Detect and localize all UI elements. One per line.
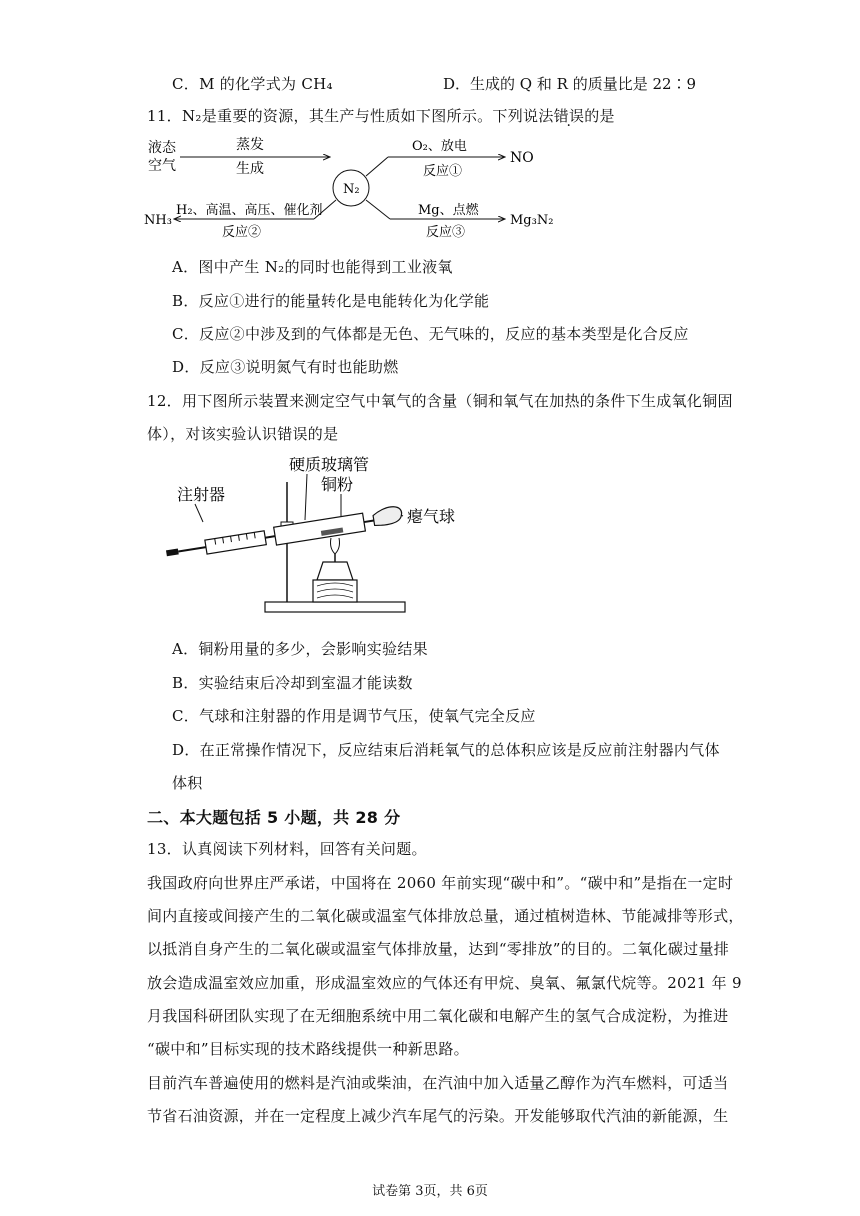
q11-option-d: D．反应③说明氮气有时也能助燃 [172,358,399,376]
section-2-heading: 二、本大题包括 5 小题，共 28 分 [147,808,401,827]
q11-option-b: B．反应①进行的能量转化是电能转化为化学能 [172,292,490,310]
r1-product: NO [510,150,534,166]
r1-label: 反应① [423,164,463,179]
diagram-center: N₂ [343,182,360,197]
q11-stem [147,105,615,126]
q13-p1-line: 我国政府向世界庄严承诺，中国将在 2060 年前实现“碳中和”。“碳中和”是指在一定时 [147,874,734,892]
q13-p1-line: “碳中和”目标实现的技术路线提供一种新思路。 [147,1040,469,1058]
q13-p2-line: 节省石油资源，并在一定程度上减少汽车尾气的污染。开发能够取代汽油的新能源，生 [147,1107,729,1125]
r3-product: Mg₃N₂ [510,213,554,228]
q10-option-d: D．生成的 Q 和 R 的质量比是 22∶9 [443,75,697,93]
q13-p1-line: 放会造成温室效应加重，形成温室效应的气体还有甲烷、臭氧、氟氯代烷等。2021 年 9 [147,974,742,992]
r3-label: 反应③ [426,225,466,240]
q11-option-c: C．反应②中涉及到的气体都是无色、无气味的，反应的基本类型是化合反应 [172,325,689,343]
q12-option-c: C．气球和注射器的作用是调节气压，使氧气完全反应 [172,707,536,725]
q11-option-a: A．图中产生 N₂的同时也能得到工业液氧 [172,258,453,276]
plunger-handle [166,549,179,557]
q10-option-c: C．M 的化学式为 CH₄ [172,75,333,93]
label-copper: 铜粉 [321,475,354,494]
r1-condition: O₂、放电 [412,139,467,154]
q12-option-a: A．铜粉用量的多少，会影响实验结果 [172,640,428,658]
q12-stem-line-2: 体），对该实验认识错误的是 [147,425,339,443]
q13-p1-line: 间内直接或间接产生的二氧化碳或温室气体排放总量，通过植树造林、节能减排等形式， [147,907,744,925]
q12-option-b: B．实验结束后冷却到室温才能读数 [172,674,413,692]
r2-condition: H₂、高温、高压、催化剂 [176,203,323,218]
q12-option-d-line-2: 体积 [172,774,203,792]
branch-r1 [366,157,388,176]
diagram-step-bottom: 生成 [236,161,264,177]
r2-product: NH₃ [144,213,172,228]
plunger-rod [178,547,206,551]
balloon [372,505,403,526]
q11-stem-b: 的是 [584,107,615,125]
label-balloon: 瘪气球 [407,507,456,526]
alcohol-lamp [317,562,353,580]
r2-label: 反应② [222,225,262,240]
label-syringe: 注射器 [177,485,226,504]
diagram-source-1: 液态 [148,140,176,156]
q13-p1-line: 月我国科研团队实现了在无细胞系统中用二氧化碳和电解产生的氢气合成淀粉，为推进 [147,1007,729,1025]
q11-stem-emphasis: 错误 [553,107,585,125]
q11-n2-diagram [140,132,580,244]
page-footer: 试卷第 3页，共 6页 [372,1184,488,1199]
stand-base [265,602,405,612]
q13-stem: 13．认真阅读下列材料，回答有关问题。 [147,840,427,858]
q13-p1-line: 以抵消自身产生的二氧化碳或温室气体排放量，达到“零排放”的目的。二氧化碳过量排 [147,940,730,958]
syringe-barrel [205,531,266,554]
diagram-source-2: 空气 [148,158,176,174]
q11-stem-a: 11．N₂是重要的资源，其生产与性质如下图所示。下列说法 [147,107,554,125]
leader-syringe [195,504,203,522]
q12-stem-line-1: 12．用下图所示装置来测定空气中氧气的含量（铜和氧气在加热的条件下生成氧化铜固 [147,392,733,410]
branch-r3 [366,200,390,219]
leader-tube [305,474,307,520]
label-tube: 硬质玻璃管 [289,455,370,474]
r3-condition: Mg、点燃 [418,203,479,218]
flame [331,538,340,554]
q12-apparatus-figure [145,452,475,622]
q12-option-d-line-1: D．在正常操作情况下，反应结束后消耗氧气的总体积应该是反应前注射器内气体 [172,741,720,759]
diagram-step-top: 蒸发 [236,137,264,153]
q13-p2-line: 目前汽车普遍使用的燃料是汽油或柴油，在汽油中加入适量乙醇作为汽车燃料，可适当 [147,1074,729,1092]
